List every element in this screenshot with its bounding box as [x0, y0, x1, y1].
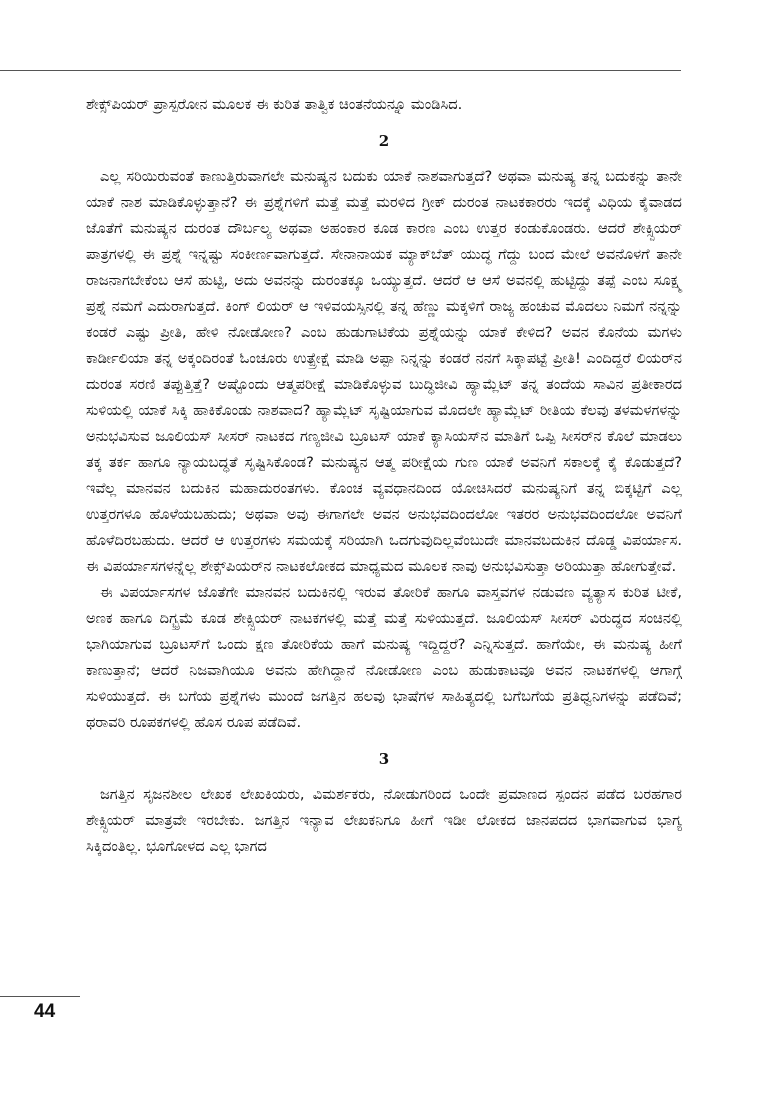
section-number-3: 3: [378, 750, 390, 768]
paragraph: ಜಗತ್ತಿನ ಸೃಜನಶೀಲ ಲೇಖಕ ಲೇಖಕಿಯರು, ವಿಮರ್ಶಕರು, ನೋಡುಗರಿಂದ ಒಂದೇ ಪ್ರಮಾಣದ ಸ್ಪಂದನ ಪಡೆದ ಬರಹಗಾರ ಶೇಕ್ಸ್ಪಿಯರ್ ಮಾತ್ರವೇ ಇರಬೇಕು. ಜಗತ್ತಿನ ಇನ್ಯಾವ ಲೇಖಕನಿಗೂ ಹೀಗೆ ಇಡೀ ಲೋಕದ ಜಾನಪದದ ಭಾಗವಾಗುವ ಭಾಗ್ಯ ಸಿಕ್ಕಿದಂತಿಲ್ಲ. ಭೂಗೋಳದ ಎಲ್ಲ ಭಾಗದ: [86, 786, 682, 855]
body-text: [86, 92, 682, 860]
header-rule: [0, 70, 681, 71]
footer-rule: [0, 996, 80, 997]
paragraph: ಈ ವಿಪರ್ಯಾಸಗಳ ಜೊತೆಗೇ ಮಾನವನ ಬದುಕಿನಲ್ಲಿ ಇರುವ ತೋರಿಕೆ ಹಾಗೂ ವಾಸ್ತವಗಳ ನಡುವಣ ವ್ಯತ್ಯಾಸ ಕುರಿತ ಟೀಕೆ, ಅಣಕ ಹಾಗೂ ದಿಗ್ಭ್ರಮೆ ಕೂಡ ಶೇಕ್ಸ್ಪಿಯರ್ ನಾಟಕಗಳಲ್ಲಿ ಮತ್ತೆ ಮತ್ತೆ ಸುಳಿಯುತ್ತದೆ. ಜೂಲಿಯಸ್ ಸೀಸರ್ ವಿರುದ್ಧದ ಸಂಚಿನಲ್ಲಿ ಭಾಗಿಯಾಗುವ ಬ್ರೂಟಸ್‌ಗೆ ಒಂದು ಕ್ಷಣ ತೋರಿಕೆಯ ಹಾಗೆ ಮನುಷ್ಯ ಇದ್ದಿದ್ದರೆ? ಎನ್ನಿಸುತ್ತದೆ. ಹಾಗೆಯೇ, ಈ ಮನುಷ್ಯ ಹೀಗೆ ಕಾಣುತ್ತಾನೆ; ಆದರೆ ನಿಜವಾಗಿಯೂ ಅವನು ಹೇಗಿದ್ದಾನೆ ನೋಡೋಣ ಎಂಬ ಹುಡುಕಾಟವೂ ಅವನ ನಾಟಕಗಳಲ್ಲಿ ಆಗಾಗ್ಗೆ ಸುಳಿಯುತ್ತದೆ. ಈ ಬಗೆಯ ಪ್ರಶ್ನೆಗಳು ಮುಂದೆ ಜಗತ್ತಿನ ಹಲವು ಭಾಷೆಗಳ ಸಾಹಿತ್ಯದಲ್ಲಿ ಬಗೆಬಗೆಯ ಪ್ರತಿಧ್ವನಿಗಳನ್ನು ಪಡೆದಿವೆ; ಥರಾವರಿ ರೂಪಕಗಳಲ್ಲಿ ಹೊಸ ರೂಪ ಪಡೆದಿವೆ.: [86, 584, 682, 731]
opening-line: ಶೇಕ್ಸ್‌ಪಿಯರ್ ಪ್ರಾಸ್ಪರೋನ ಮೂಲಕ ಈ ಕುರಿತ ತಾತ್ವಿಕ ಚಿಂತನೆಯನ್ನೂ ಮಂಡಿಸಿದ.: [86, 96, 463, 113]
page-number: 44: [34, 1001, 56, 1022]
paragraph: ಎಲ್ಲ ಸರಿಯಿರುವಂತೆ ಕಾಣುತ್ತಿರುವಾಗಲೇ ಮನುಷ್ಯನ ಬದುಕು ಯಾಕೆ ನಾಶವಾಗುತ್ತದೆ? ಅಥವಾ ಮನುಷ್ಯ ತನ್ನ ಬದುಕನ್ನು ತಾನೇ ಯಾಕೆ ನಾಶ ಮಾಡಿಕೊಳ್ಳುತ್ತಾನೆ? ಈ ಪ್ರಶ್ನೆಗಳಿಗೆ ಮತ್ತೆ ಮತ್ತೆ ಮರಳಿದ ಗ್ರೀಕ್ ದುರಂತ ನಾಟಕಕಾರರು ಇದಕ್ಕೆ ವಿಧಿಯ ಕೈವಾಡದ ಜೊತೆಗೆ ಮನುಷ್ಯನ ದುರಂತ ದೌರ್ಬಲ್ಯ ಅಥವಾ ಅಹಂಕಾರ ಕೂಡ ಕಾರಣ ಎಂಬ ಉತ್ತರ ಕಂಡುಕೊಂಡರು. ಆದರೆ ಶೇಕ್ಸ್ಪಿಯರ್ ಪಾತ್ರಗಳಲ್ಲಿ ಈ ಪ್ರಶ್ನೆ ಇನ್ನಷ್ಟು ಸಂಕೀರ್ಣವಾಗುತ್ತದೆ. ಸೇನಾನಾಯಕ ಮ್ಯಾಕ್‌ಬೆತ್ ಯುದ್ಧ ಗೆದ್ದು ಬಂದ ಮೇಲೆ ಅವನೊಳಗೆ ತಾನೇ ರಾಜನಾಗಬೇಕೆಂಬ ಆಸೆ ಹುಟ್ಟಿ, ಅದು ಅವನನ್ನು ದುರಂತಕ್ಕೂ ಒಯ್ಯುತ್ತದೆ. ಆದರೆ ಆ ಆಸೆ ಅವನಲ್ಲಿ ಹುಟ್ಟಿದ್ದು ತಪ್ಪೆ ಎಂಬ ಸೂಕ್ಷ್ಮ ಪ್ರಶ್ನೆ ನಮಗೆ ಎದುರಾಗುತ್ತದೆ. ಕಿಂಗ್ ಲಿಯರ್ ಆ ಇಳಿವಯಸ್ಸಿನಲ್ಲಿ ತನ್ನ ಹೆಣ್ಣು ಮಕ್ಕಳಿಗೆ ರಾಜ್ಯ ಹಂಚುವ ಮೊದಲು ನಿಮಗೆ ನನ್ನನ್ನು ಕಂಡರೆ ಎಷ್ಟು ಪ್ರೀತಿ, ಹೇಳಿ ನೋಡೋಣ? ಎಂಬ ಹುಡುಗಾಟಿಕೆಯ ಪ್ರಶ್ನೆಯನ್ನು ಯಾಕೆ ಕೇಳಿದ? ಅವನ ಕೊನೆಯ ಮಗಳು ಕಾರ್ಡೀಲಿಯಾ ತನ್ನ ಅಕ್ಕಂದಿರಂತೆ ಓಂಚೂರು ಉತ್ಪ್ರೇಕ್ಷೆ ಮಾಡಿ ಅಪ್ಪಾ ನಿನ್ನನ್ನು ಕಂಡರೆ ನನಗೆ ಸಿಕ್ಕಾಪಟ್ಟೆ ಪ್ರೀತಿ! ಎಂದಿದ್ದರೆ ಲಿಯರ್‌ನ ದುರಂತ ಸರಣಿ ತಪ್ಪುತ್ತಿತ್ತೆ? ಅಷ್ಟೊಂದು ಆತ್ಮಪರೀಕ್ಷೆ ಮಾಡಿಕೊಳ್ಳುವ ಬುದ್ಧಿಜೀವಿ ಹ್ಯಾಮ್ಲೆಟ್ ತನ್ನ ತಂದೆಯ ಸಾವಿನ ಪ್ರತೀಕಾರದ ಸುಳಿಯಲ್ಲಿ ಯಾಕೆ ಸಿಕ್ಕಿ ಹಾಕಿಕೊಂಡು ನಾಶವಾದ? ಹ್ಯಾಮ್ಲೆಟ್ ಸೃಷ್ಟಿಯಾಗುವ ಮೊದಲೇ ಹ್ಯಾಮ್ಲೆಟ್ ರೀತಿಯ ಕೆಲವು ತಳಮಳಗಳನ್ನು ಅನುಭವಿಸುವ ಜೂಲಿಯಸ್ ಸೀಸರ್ ನಾಟಕದ ಗಣ್ಯಜೀವಿ ಬ್ರೂಟಸ್ ಯಾಕೆ ಕ್ಯಾಸಿಯಸ್‌ನ ಮಾತಿಗೆ ಒಪ್ಪಿ ಸೀಸರ್‌ನ ಕೊಲೆ ಮಾಡಲು ತಕ್ಕ ತರ್ಕ ಹಾಗೂ ನ್ಯಾಯಬದ್ಧತೆ ಸೃಷ್ಟಿಸಿಕೊಂಡ? ಮನುಷ್ಯನ ಆತ್ಮ ಪರೀಕ್ಷೆಯ ಗುಣ ಯಾಕೆ ಅವನಿಗೆ ಸಕಾಲಕ್ಕೆ ಕೈ ಕೊಡುತ್ತದೆ? ಇವೆಲ್ಲ ಮಾನವನ ಬದುಕಿನ ಮಹಾದುರಂತಗಳು. ಕೊಂಚ ವ್ಯವಧಾನದಿಂದ ಯೋಚಿಸಿದರೆ ಮನುಷ್ಯನಿಗೆ ತನ್ನ ಬಿಕ್ಕಟ್ಟಿಗೆ ಎಲ್ಲ ಉತ್ತರಗಳೂ ಹೊಳೆಯಬಹುದು; ಅಥವಾ ಅವು ಈಗಾಗಲೇ ಅವನ ಅನುಭವದಿಂದಲೋ ಇತರರ ಅನುಭವದಿಂದಲೋ ಅವನಿಗೆ ಹೊಳೆದಿರಬಹುದು. ಆದರೆ ಆ ಉತ್ತರಗಳು ಸಮಯಕ್ಕೆ ಸರಿಯಾಗಿ ಒದಗುವುದಿಲ್ಲವೆಂಬುದೇ ಮಾನವಬದುಕಿನ ದೊಡ್ಡ ವಿಪರ್ಯಾಸ. ಈ ವಿಪರ್ಯಾಸಗಳನ್ನೆಲ್ಲ ಶೇಕ್ಸ್‌ಪಿಯರ್‌ನ ನಾಟಕಲೋಕದ ಮಾಧ್ಯಮದ ಮೂಲಕ ನಾವು ಅನುಭವಿಸುತ್ತಾ ಅರಿಯುತ್ತಾ ಹೋಗುತ್ತೇವೆ.: [86, 168, 682, 575]
section-number-2: 2: [378, 132, 390, 150]
